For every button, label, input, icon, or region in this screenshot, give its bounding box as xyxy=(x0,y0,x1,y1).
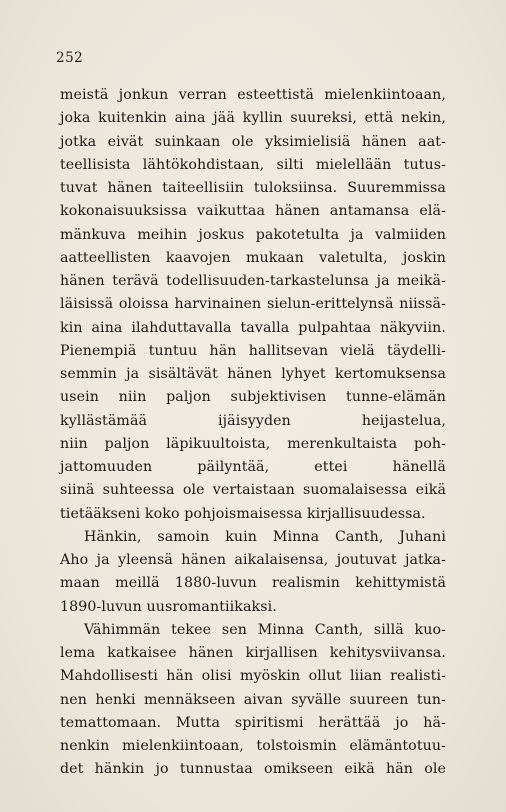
text-line: usein niin paljon subjektivisen tunne-elämän xyxy=(60,389,446,406)
text-line: tuvat hänen taiteellisiin tuloksiinsa. Suuremmissa xyxy=(60,180,446,196)
text-line: mänkuva meihin joskus pakotetulta ja valmiiden xyxy=(60,226,446,243)
text-line: tietääkseni koko pohjoismaisessa kirjallisuudessa. xyxy=(60,505,426,522)
text-line: kyllästämää ijäisyyden heijastelua, xyxy=(60,412,446,429)
text-line: kin aina ilahduttavalla tavalla pulpahtaa näkyviin. xyxy=(60,319,446,336)
text-line: lema katkaisee hänen kirjallisen kehitysviivansa. xyxy=(60,645,446,661)
text-line: det hänkin jo tunnustaa omikseen eikä hän ole xyxy=(60,761,446,778)
text-line: meistä jonkun verran esteettistä mielenkiintoaan, xyxy=(60,87,446,103)
text-line: Aho ja yleensä hänen aikalaisensa, joutuvat jatka- xyxy=(60,552,446,568)
text-line: jattomuuden päilyntää, ettei hänellä xyxy=(60,459,446,475)
text-line: 1890-luvun uusromantiikaksi. xyxy=(60,598,277,615)
text-line: Hänkin, samoin kuin Minna Canth, Juhani xyxy=(84,528,446,545)
text-line: niin paljon läpikuultoista, merenkultaista poh- xyxy=(60,435,446,452)
text-line: Pienempiä tuntuu hän hallitsevan vielä täydelli- xyxy=(60,342,446,359)
text-line: nen henki mennäkseen aivan syvälle suureen tun- xyxy=(60,691,446,708)
text-line: hänen terävä todellisuuden-tarkastelunsa ja meikä- xyxy=(60,273,446,289)
text-line: läisissä oloissa harvinainen sielun-erittelynsä niissä- xyxy=(60,296,446,313)
text-line: Mahdollisesti hän olisi myöskin ollut liian realisti- xyxy=(60,668,446,685)
text-line: maan meillä 1880-luvun realismin kehittymistä xyxy=(60,575,446,592)
text-line: aatteellisten kaavojen mukaan valetulta, joskin xyxy=(60,249,446,266)
text-line: joka kuitenkin aina jää kyllin suureksi, että nekin, xyxy=(60,110,446,127)
text-line: nenkin mielenkiintoaan, tolstoismin elämäntotuu- xyxy=(60,738,446,754)
text-line: semmin ja sisältävät hänen lyhyet kertomuksensa xyxy=(60,366,446,382)
page-number: 252 xyxy=(56,50,84,66)
text-line: jotka eivät suinkaan ole yksimielisiä hänen aat- xyxy=(60,133,446,150)
text-line: siinä suhteessa ole vertaistaan suomalaisessa eikä xyxy=(60,482,446,499)
text-line: kokonaisuuksissa vaikuttaa hänen antamansa elä- xyxy=(60,203,446,220)
text-line: teellisista lähtökohdistaan, silti mielellään tutus- xyxy=(60,156,446,173)
body-text xyxy=(60,84,446,782)
text-line: Vähimmän tekee sen Minna Canth, sillä kuo- xyxy=(84,621,446,638)
text-line: temattomaan. Mutta spiritismi herättää jo hä- xyxy=(60,714,446,731)
